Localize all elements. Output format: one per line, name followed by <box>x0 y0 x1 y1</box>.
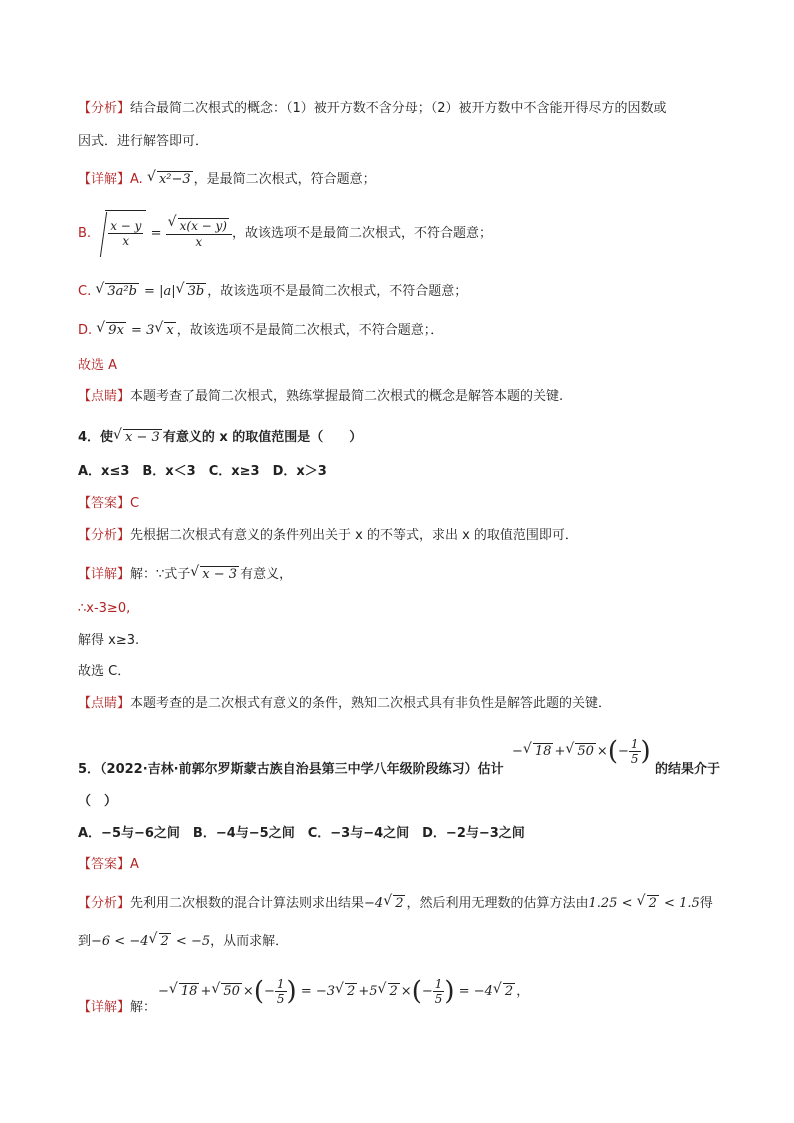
q4-options: A．x≤3 B．x＜3 C．x≥3 D．x＞3 <box>78 464 327 479</box>
comment-tag: 【点睛】 <box>78 389 131 404</box>
q4-detail: 【详解】解：∵式子√ x − 3 有意义， <box>78 565 734 585</box>
radical-expr: √ x − 3 <box>114 428 162 448</box>
q5-analysis-cont: 到−6 < −4√ 2 < −5，从而求解． <box>78 932 734 952</box>
option-text: ，故该选项不是最简二次根式，不符合题意； <box>232 226 493 241</box>
q4-comment: 【点睛】本题考查的是二次根式有意义的条件，熟知二次根式具有非负性是解答此题的关键． <box>78 696 612 711</box>
q5-answer: 【答案】A <box>78 857 139 872</box>
option-text: ，故该选项不是最简二次根式，不符合题意；． <box>176 323 444 338</box>
q4-analysis: 【分析】先根据二次根式有意义的条件列出关于 x 的不等式，求出 x 的取值范围即可． <box>78 528 578 543</box>
q4-choose: 故选 C． <box>78 664 131 679</box>
q5-detail-expression: −√ 18 +√ 50 ×(− $\frac{1}{5}$ ) = −3√ 2 +5√ 2 ×(− $\frac{1}{5}$ ) = −4√ 2 ， <box>158 970 529 1014</box>
radical-expr: √ x²−3 <box>148 170 193 190</box>
analysis-tag: 【分析】 <box>78 101 131 116</box>
radical-fraction-lhs: $\frac{x - y}{x}$ <box>95 210 146 257</box>
q5-options: A．−5与−6之间 B．−4与−5之间 C．−3与−4之间 D．−2与−3之间 <box>78 826 525 841</box>
q5-stem-suffix: 的结果介于 <box>655 762 721 777</box>
coefficient: 3 <box>146 323 155 338</box>
radical-rhs: √ 3b <box>177 282 207 302</box>
option-text: ，是最简二次根式，符合题意； <box>193 172 376 187</box>
range-expr: −6 < −4√ 2 < −5 <box>91 934 210 949</box>
q3-comment <box>78 387 734 407</box>
q3-analysis-cont: 因式．进行解答即可． <box>78 134 209 149</box>
option-label: D. <box>78 323 93 338</box>
q3-analysis <box>78 99 734 119</box>
result-expr: −4√ 2 <box>364 896 406 911</box>
q3-choose: 故选 A <box>78 358 118 373</box>
q4-step2: 解得 x≥3. <box>78 633 140 648</box>
q5-analysis: 【分析】先利用二次根数的混合计算法则求出结果−4√ 2 ，然后利用无理数的估算方法由1.25 < √ 2 < 1.5得 <box>78 894 734 914</box>
q3-detail-c: C. √ 3a²b = |a|√ 3b ，故该选项不是最简二次根式，不符合题意； <box>78 282 734 302</box>
q4-answer: 【答案】C <box>78 496 140 511</box>
option-text: ，故该选项不是最简二次根式，不符合题意； <box>207 284 468 299</box>
option-label: C. <box>78 284 92 299</box>
option-label: A. <box>130 172 143 187</box>
detail-tag: 【详解】 <box>78 172 131 187</box>
abs-value: |a| <box>159 284 176 299</box>
fraction-rhs: √ $\frac{x(x - y)}{x}$ <box>166 218 232 249</box>
option-label: B. <box>78 226 92 241</box>
q4-step1: ∴x-3≥0, <box>78 601 131 616</box>
q3-detail-d: D. √ 9x = 3√ x ，故该选项不是最简二次根式，不符合题意；． <box>78 321 734 341</box>
estimate-expr: 1.25 < √ 2 < 1.5 <box>589 896 700 911</box>
q3-detail-b: B. $\frac{x - y}{x}$ = √ $\frac{x(x - y)}{x}$ ，故该选项不是最简二次根式，不符合题意； <box>78 210 734 256</box>
q5-stem: 5．（2022·吉林·前郭尔罗斯蒙古族自治县第三中学八年级阶段练习）估计 <box>78 762 504 777</box>
radical-expr: √ x − 3 <box>191 565 239 585</box>
q5-stem-expression: −√ 18 +√ 50 ×(− $\frac{1}{5}$ ) <box>512 730 651 774</box>
comment-text: 本题考查了最简二次根式，熟练掌握最简二次根式的概念是解答本题的关键. <box>130 389 564 404</box>
radical-lhs: √ 9x <box>97 321 126 341</box>
analysis-text: 结合最简二次根式的概念：（1）被开方数不含分母；（2）被开方数中不含能开得尽方的因数或 <box>130 101 667 116</box>
q3-detail-a <box>78 170 734 190</box>
radical-lhs: √ 3a²b <box>96 282 139 302</box>
q4-stem: 4．使√ x − 3 有意义的 x 的取值范围是（ ） <box>78 428 734 448</box>
radical-rhs: √ x <box>155 321 175 341</box>
q5-detail: 【详解】解： <box>78 1000 157 1015</box>
q5-paren: （ ） <box>78 794 118 809</box>
